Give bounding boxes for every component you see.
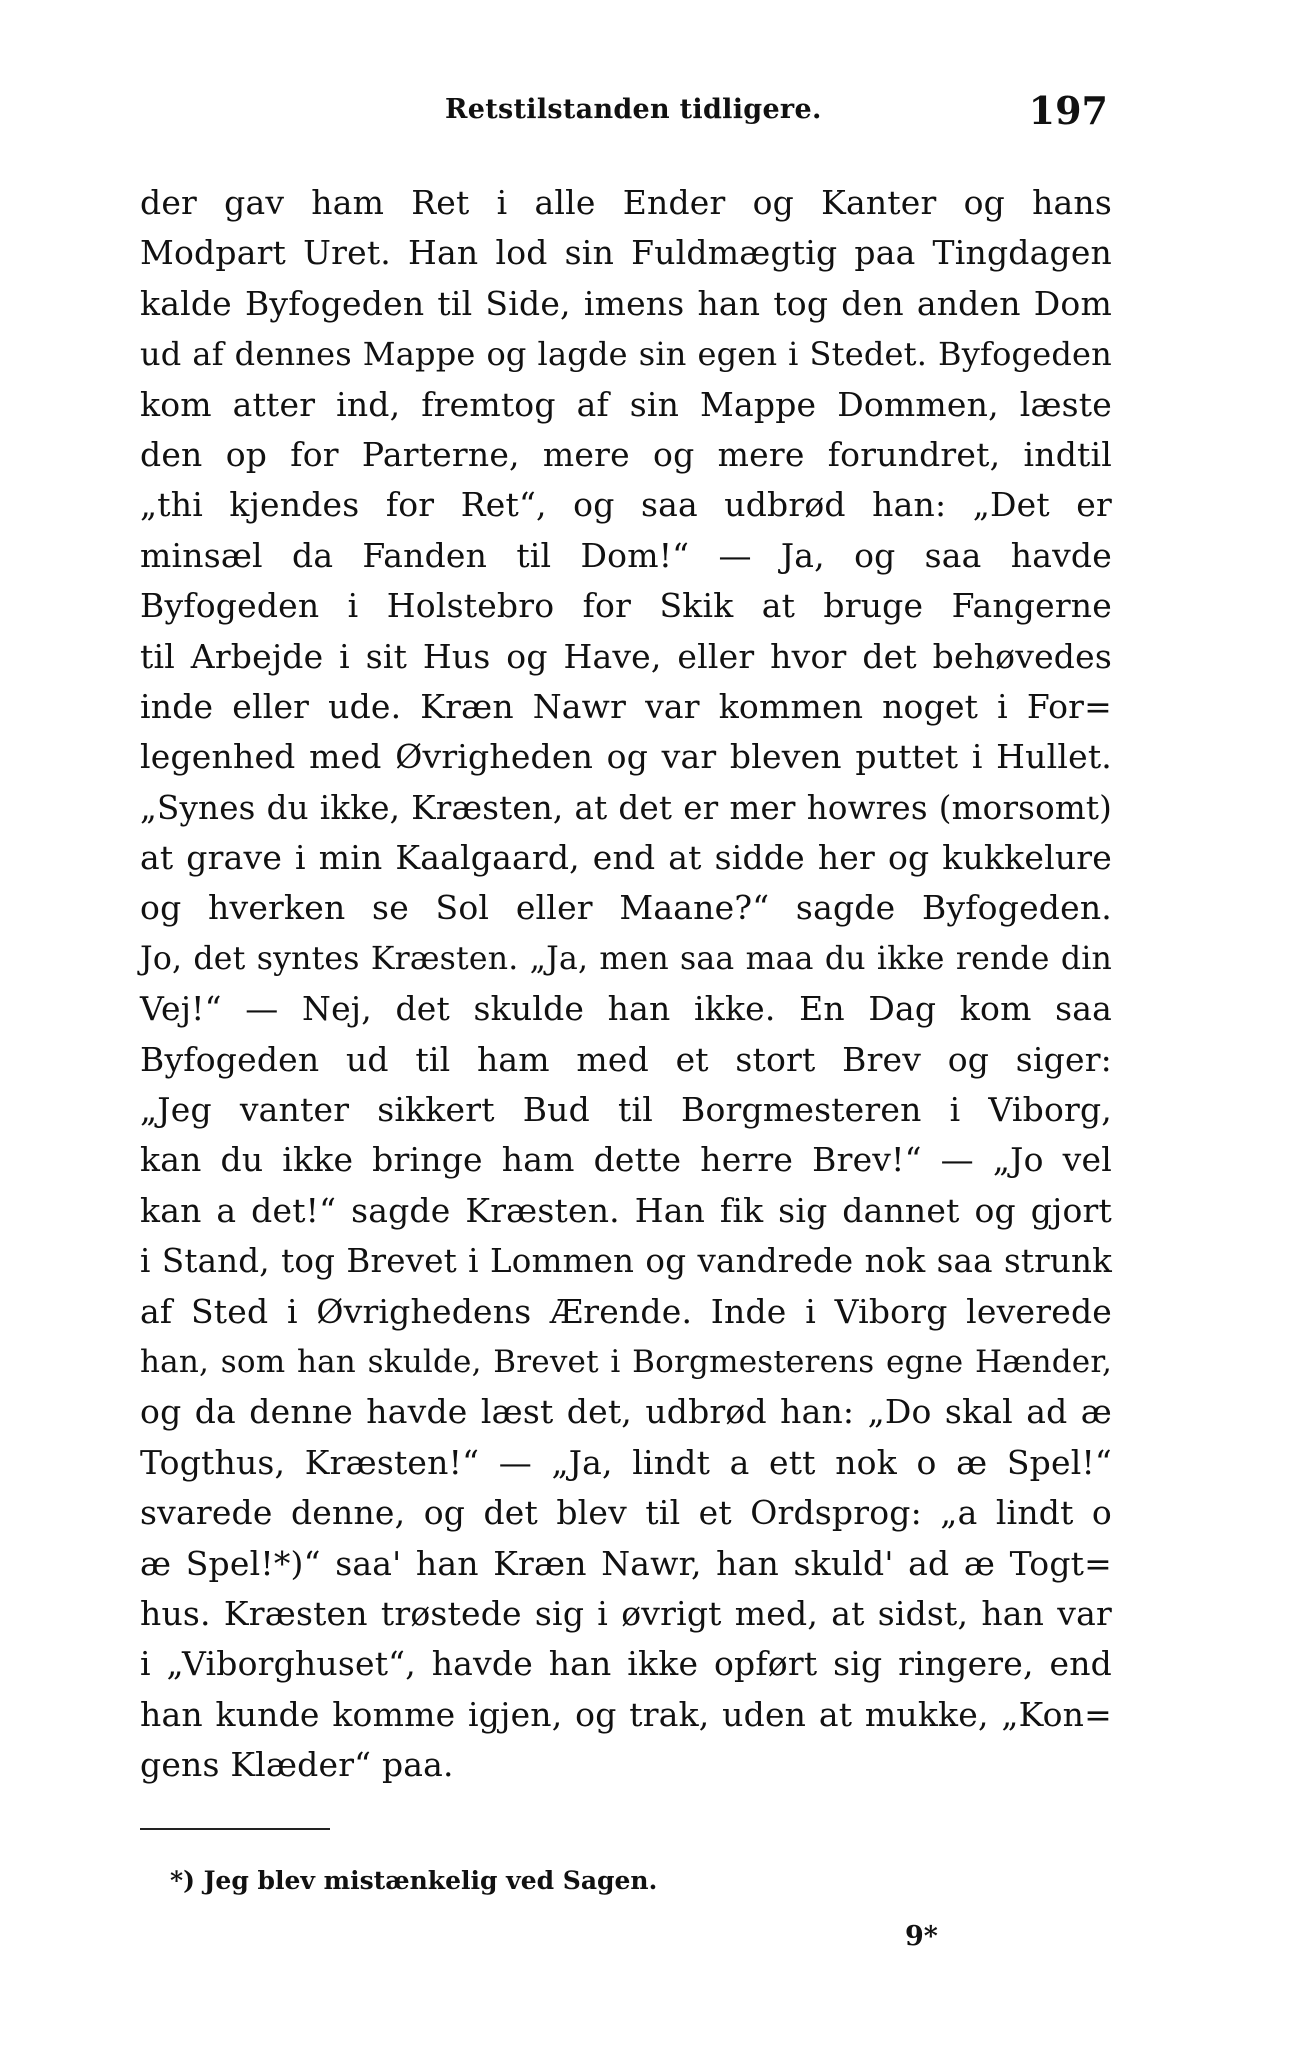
text-line: ud af dennes Mappe og lagde sin egen i Stedet. Byfogeden [140, 335, 1112, 374]
text-line: minsæl da Fanden til Dom!“ — Ja, og saa havde [140, 535, 1112, 575]
running-head: Retstilstanden tidligere. [445, 94, 822, 125]
footnote-divider [140, 1828, 330, 1830]
text-line: inde eller ude. Kræn Nawr var kommen noget i For= [140, 686, 1112, 726]
text-line: kan a det!“ sagde Kræsten. Han fik sig dannet og gjort [140, 1190, 1112, 1230]
text-line-last: gens Klæder“ paa. [140, 1745, 454, 1785]
text-line: „thi kjendes for Ret“, og saa udbrød han: „Det er [140, 485, 1112, 525]
text-line: svarede denne, og det blev til et Ordsprog: „a lindt o [140, 1493, 1112, 1533]
text-line: hus. Kræsten trøstede sig i øvrigt med, at sidst, han var [140, 1593, 1112, 1633]
text-line: i Stand, tog Brevet i Lommen og vandrede nok saa strunk [140, 1242, 1112, 1281]
text-line: kan du ikke bringe ham dette herre Brev!“ — „Jo vel [140, 1140, 1112, 1180]
text-line: den op for Parterne, mere og mere forundret, indtil [140, 434, 1112, 474]
text-line: æ Spel!*)“ saa' han Kræn Nawr, han skuld' ad æ Togt= [140, 1543, 1112, 1583]
text-line: og hverken se Sol eller Maane?“ sagde Byfogeden. [140, 888, 1112, 928]
signature-mark: 9* [905, 1921, 938, 1952]
text-line: kalde Byfogeden til Side, imens han tog den anden Dom [140, 283, 1112, 323]
text-line: af Sted i Øvrighedens Ærende. Inde i Viborg leverede [140, 1291, 1112, 1331]
text-line: Togthus, Kræsten!“ — „Ja, lindt a ett nok o æ Spel!“ [140, 1442, 1112, 1482]
footnote: *) Jeg blev mistænkelig ved Sagen. [170, 1866, 658, 1895]
body-text [140, 178, 1112, 1791]
text-line: legenhed med Øvrigheden og var bleven puttet i Hullet. [140, 737, 1112, 777]
text-line: Byfogeden i Holstebro for Skik at bruge Fangerne [140, 586, 1112, 626]
text-line: kom atter ind, fremtog af sin Mappe Dommen, læste [140, 384, 1112, 424]
text-line: der gav ham Ret i alle Ender og Kanter og hans [140, 183, 1112, 222]
text-line: i „Viborghuset“, havde han ikke opført sig ringere, end [140, 1644, 1112, 1684]
text-line: „Jeg vanter sikkert Bud til Borgmesteren i Viborg, [140, 1090, 1112, 1130]
text-line: Modpart Uret. Han lod sin Fuldmægtig paa Tingdagen [140, 233, 1112, 273]
page-number: 197 [1028, 88, 1108, 133]
text-line: han, som han skulde, Brevet i Borgmesterens egne Hænder, [140, 1343, 1112, 1380]
text-line: han kunde komme igjen, og trak, uden at mukke, „Kon= [140, 1694, 1112, 1734]
text-line: at grave i min Kaalgaard, end at sidde her og kukkelure [140, 838, 1112, 878]
text-line: og da denne havde læst det, udbrød han: „Do skal ad æ [140, 1392, 1112, 1432]
text-line: Byfogeden ud til ham med et stort Brev og siger: [140, 1039, 1112, 1079]
text-line: til Arbejde i sit Hus og Have, eller hvor det behøvedes [140, 636, 1112, 676]
text-line: Jo, det syntes Kræsten. „Ja, men saa maa du ikke rende din [140, 940, 1112, 977]
page-header [140, 88, 1140, 138]
text-line: Vej!“ — Nej, det skulde han ikke. En Dag kom saa [140, 989, 1112, 1029]
text-line: „Synes du ikke, Kræsten, at det er mer howres (morsomt) [140, 788, 1112, 827]
